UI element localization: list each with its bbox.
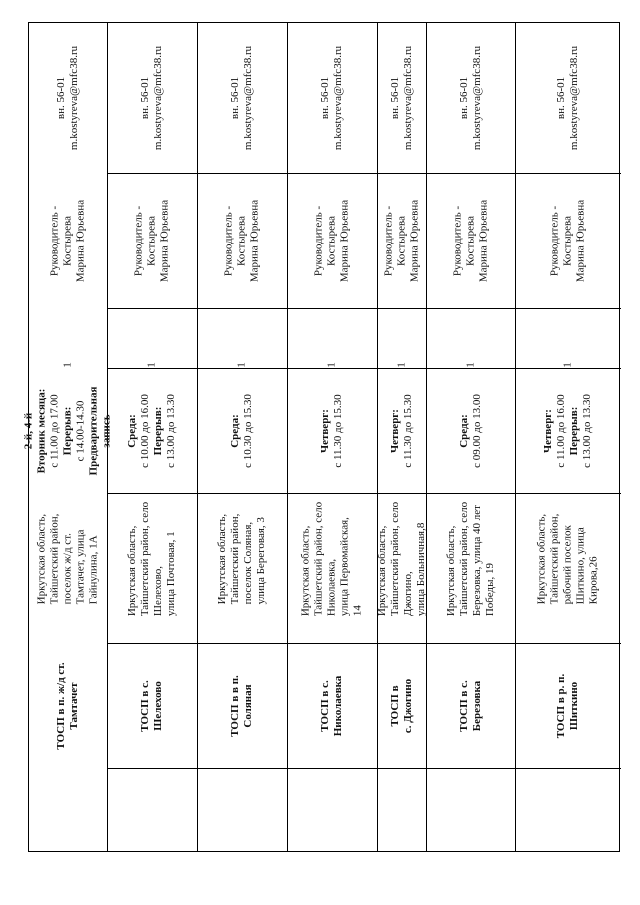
cell-office	[107, 643, 197, 768]
cell-schedule	[377, 368, 426, 493]
table	[22, 22, 620, 852]
head-line: Руководитель -	[548, 205, 561, 276]
cell-count	[515, 308, 621, 368]
cell-contact	[426, 23, 515, 173]
cell-contact	[515, 23, 621, 173]
count-text	[464, 362, 477, 368]
schedule-line: Вторник месяца:	[35, 388, 48, 473]
cell-count	[426, 308, 515, 368]
head-line: Руководитель -	[132, 205, 145, 276]
office-line: ТОСП в в п.	[229, 674, 241, 737]
schedule-line: Перерыв:	[152, 406, 164, 455]
head-text	[382, 199, 421, 281]
schedule-line: с 13.00 до 13.30	[581, 393, 593, 468]
cell-office	[197, 643, 287, 768]
schedule-line: Перерыв:	[61, 406, 74, 455]
head-line: Марина Юрьевна	[158, 199, 171, 282]
count-value: 1	[325, 362, 338, 368]
address-line: рабочий поселок	[561, 525, 574, 605]
schedule-line: с 11.30 до 15.30	[332, 393, 344, 468]
cell-office	[377, 643, 426, 768]
count-value: 1	[61, 362, 74, 368]
schedule-line: Среда:	[229, 413, 241, 448]
address-text	[36, 514, 101, 605]
contact-text	[319, 46, 345, 150]
head-line: Марина Юрьевна	[74, 199, 87, 282]
address-line: Тайшетский район, село	[139, 501, 151, 617]
contact-text	[139, 46, 165, 150]
contact-text	[555, 46, 581, 150]
address-line: Тайшетский район,	[48, 513, 61, 605]
address-line: поселок ж/д ст.	[61, 533, 74, 605]
head-line: Марина Юрьевна	[574, 199, 587, 282]
address-line: Иркутская область,	[375, 525, 388, 617]
schedule-text	[458, 394, 484, 468]
head-text	[451, 199, 490, 281]
count-value: 1	[464, 362, 476, 368]
row-divider	[107, 768, 621, 769]
office-text	[319, 675, 345, 736]
cell-contact	[29, 23, 107, 173]
contact-line: вн. 56-01	[457, 76, 470, 120]
cell-count	[197, 308, 287, 368]
address-line: Тайшетский район, село	[388, 501, 401, 617]
contact-line: вн. 56-01	[319, 76, 331, 120]
contact-line: вн. 56-01	[229, 76, 241, 120]
head-line: Костырева	[61, 215, 74, 266]
count-text	[395, 362, 408, 368]
schedule-line: Перерыв:	[568, 406, 580, 455]
cell-contact	[107, 23, 197, 173]
schedule-line: Четверг:	[542, 408, 554, 453]
cell-head	[29, 173, 107, 308]
cell-contact	[287, 23, 377, 173]
cell-address	[197, 493, 287, 643]
count-text	[236, 362, 249, 368]
contact-line: вн. 56-01	[55, 76, 67, 120]
cell-count	[287, 308, 377, 368]
office-line: Соляная	[242, 683, 254, 728]
head-line: Марина Юрьевна	[477, 199, 489, 282]
office-line: ТОСП в п. ж/д ст.	[55, 661, 67, 750]
office-text	[229, 675, 255, 737]
office-line: Шиткино	[568, 681, 580, 730]
office-line: ТОСП в с.	[319, 679, 331, 732]
head-text	[223, 199, 262, 281]
cell-address	[287, 493, 377, 643]
address-line: Тайшетский район, село	[312, 501, 325, 617]
cell-head	[107, 173, 197, 308]
contact-text	[458, 46, 484, 150]
schedule-line: с 14.00-14.30	[74, 400, 87, 461]
contact-line: m.kostyreva@mfc38.ru	[242, 45, 254, 151]
office-line: ТОСП в	[388, 684, 401, 727]
head-text	[313, 199, 352, 281]
address-line: улица Береговая, 3	[255, 517, 267, 605]
head-line: Руководитель -	[451, 205, 463, 276]
address-line: Шиткино, улица	[574, 527, 587, 605]
cell-address	[426, 493, 515, 643]
address-line: Кирова,26	[587, 556, 600, 605]
cell-address	[377, 493, 426, 643]
head-text	[549, 199, 588, 281]
schedule-line: с 13.00 до 13.30	[165, 393, 177, 468]
cell-head	[426, 173, 515, 308]
office-line: Тамтачет	[68, 681, 80, 730]
cell-contact	[377, 23, 426, 173]
address-text	[126, 502, 178, 616]
office-text	[139, 680, 165, 731]
office-line: Николаевка	[332, 675, 344, 736]
address-line: улица Больничная,8	[414, 522, 427, 617]
schedule-line: с 11.00 до 17.00	[48, 393, 61, 468]
office-line: Шелехово	[152, 680, 164, 731]
contact-line: m.kostyreva@mfc38.ru	[470, 45, 483, 151]
address-line: Тайшетский район,	[548, 513, 561, 605]
schedule-text	[126, 394, 178, 468]
schedule-line: 2-й, 4-й	[22, 412, 35, 449]
address-text	[300, 502, 365, 616]
address-line: Тайшетский район,	[229, 513, 241, 605]
schedule-line: запись	[100, 413, 113, 448]
contact-text	[229, 46, 255, 150]
cell-office	[29, 643, 107, 768]
count-value: 1	[561, 362, 574, 368]
cell-schedule	[22, 368, 113, 493]
schedule-text	[23, 386, 114, 475]
head-text	[49, 199, 88, 281]
head-line: Костырева	[464, 215, 476, 266]
cell-address	[107, 493, 197, 643]
cell-address	[29, 493, 107, 643]
cell-contact	[197, 23, 287, 173]
schedule-line: с 10.00 до 16.00	[139, 393, 151, 468]
cell-schedule	[107, 368, 197, 493]
office-line: ТОСП в с.	[457, 679, 470, 732]
office-line: ТОСП в р. п.	[555, 673, 567, 738]
contact-text	[55, 46, 81, 150]
schedule-line: с 11.30 до 15.30	[401, 393, 414, 468]
contact-text	[389, 46, 415, 150]
address-line: Николаевка,	[325, 558, 338, 617]
head-line: Костырева	[561, 215, 574, 266]
schedule-line: Предварительная	[87, 386, 100, 475]
head-line: Марина Юрьевна	[408, 199, 420, 282]
head-line: Марина Юрьевна	[248, 199, 261, 282]
office-line: Березовка	[470, 680, 483, 731]
address-line: Шелехово,	[152, 566, 164, 617]
contact-line: m.kostyreva@mfc38.ru	[401, 45, 414, 151]
address-text	[536, 514, 601, 605]
head-line: Руководитель -	[222, 205, 235, 276]
head-line: Руководитель -	[48, 205, 61, 276]
contact-line: вн. 56-01	[388, 76, 401, 120]
office-line: с. Джогино	[401, 678, 414, 733]
schedule-text	[319, 394, 345, 467]
address-line: Победы, 19	[483, 563, 496, 617]
schedule-text	[389, 394, 415, 467]
contact-line: m.kostyreva@mfc38.ru	[568, 45, 580, 151]
head-line: Марина Юрьевна	[338, 199, 351, 282]
head-line: Костырева	[145, 215, 158, 266]
contact-line: вн. 56-01	[555, 76, 567, 120]
address-line: Джогино,	[401, 571, 414, 617]
address-text	[376, 502, 428, 616]
schedule-line: Четверг:	[388, 408, 401, 453]
cell-count	[107, 308, 197, 368]
address-text	[216, 514, 268, 605]
cell-office	[426, 643, 515, 768]
schedule-text	[542, 394, 594, 468]
address-line: улица Первомайская,	[338, 517, 351, 617]
office-text	[389, 678, 415, 732]
address-line: Иркутская область,	[299, 525, 312, 617]
cell-schedule	[426, 368, 515, 493]
address-text	[445, 502, 497, 616]
cell-head	[287, 173, 377, 308]
head-line: Руководитель -	[312, 205, 325, 276]
address-line: 14	[351, 605, 364, 617]
office-text	[55, 662, 81, 749]
cell-head	[515, 173, 621, 308]
cell-address	[515, 493, 621, 643]
address-line: Иркутская область,	[35, 513, 48, 605]
cell-schedule	[197, 368, 287, 493]
count-value: 1	[145, 362, 158, 368]
count-text	[562, 362, 575, 368]
cell-office	[515, 643, 621, 768]
head-line: Костырева	[325, 215, 338, 266]
contact-line: m.kostyreva@mfc38.ru	[68, 45, 80, 151]
schedule-line: с 10.30 до 15.30	[242, 393, 254, 468]
address-line: улица Почтовая, 1	[165, 531, 177, 617]
head-line: Руководитель -	[382, 205, 394, 276]
cell-head	[197, 173, 287, 308]
schedule-line: Среда:	[457, 413, 470, 448]
cell-office	[287, 643, 377, 768]
count-text	[326, 362, 339, 368]
count-text	[62, 362, 75, 368]
address-line: поселок Соляная,	[242, 521, 254, 605]
address-line: Иркутская область,	[126, 525, 138, 617]
head-line: Костырева	[235, 215, 248, 266]
office-text	[555, 673, 581, 738]
cell-count	[377, 308, 426, 368]
address-line: Тамтачет, улица	[74, 529, 87, 605]
head-text	[133, 199, 172, 281]
address-line: Гайнулина, 1А	[87, 535, 100, 605]
address-line: Иркутская область,	[216, 513, 228, 605]
cell-count	[29, 308, 107, 368]
cell-schedule	[287, 368, 377, 493]
address-line: Иркутская область,	[444, 525, 457, 617]
head-line: Костырева	[395, 215, 407, 266]
office-text	[458, 680, 484, 731]
office-line: ТОСП в с.	[139, 679, 151, 732]
schedule-text	[229, 394, 255, 468]
count-text	[146, 362, 159, 368]
schedule-line: с 09.00 до 13.00	[470, 393, 483, 468]
address-line: Тайшетский район, село	[457, 501, 470, 617]
contact-line: m.kostyreva@mfc38.ru	[332, 45, 344, 151]
contact-line: m.kostyreva@mfc38.ru	[152, 45, 164, 151]
schedule-line: с 11.00 до 16.00	[555, 393, 567, 468]
contact-line: вн. 56-01	[139, 76, 151, 120]
schedule-line: Среда:	[126, 413, 138, 448]
schedule-line: Четверг:	[319, 408, 331, 453]
count-value: 1	[235, 362, 248, 368]
cell-schedule	[515, 368, 621, 493]
address-line: Иркутская область,	[535, 513, 548, 605]
address-line: Березовка, улица 40 лет	[470, 505, 483, 617]
cell-head	[377, 173, 426, 308]
count-value: 1	[395, 362, 407, 368]
